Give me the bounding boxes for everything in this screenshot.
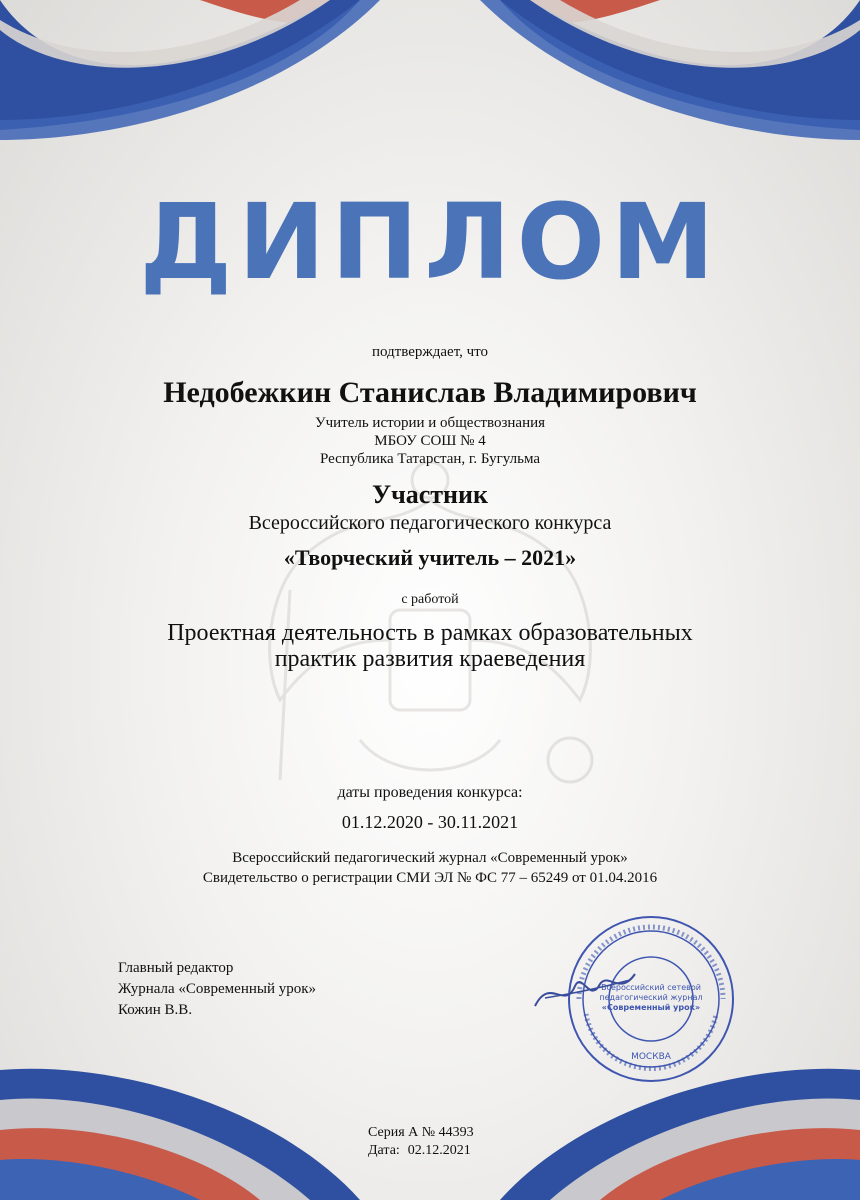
- recipient-location: Республика Татарстан, г. Бугульма: [319, 451, 540, 467]
- series-number: 44393: [438, 1125, 474, 1140]
- editor-signature: [530, 966, 640, 1016]
- date-line: [368, 1142, 474, 1160]
- participant-role: Участник: [372, 480, 488, 509]
- series-label: Серия А №: [368, 1125, 436, 1140]
- registration-info: Свидетельство о регистрации СМИ ЭЛ № ФС 77 – 65249 от 01.04.2016: [202, 870, 658, 886]
- date-label: Дата:: [368, 1143, 400, 1158]
- contest-dates: 01.12.2020 - 30.11.2021: [341, 812, 519, 832]
- journal-name: Всероссийский педагогический журнал «Современный урок»: [232, 850, 628, 866]
- footer-info: [368, 1124, 474, 1160]
- diploma-title: ДИПЛОМ: [139, 181, 721, 303]
- stamp-city: МОСКВА: [631, 1052, 671, 1062]
- recipient-name: Недобежкин Станислав Владимирович: [163, 376, 697, 409]
- contest-name: «Творческий учитель – 2021»: [283, 545, 577, 570]
- series-line: [368, 1124, 474, 1142]
- work-title-line: Проектная деятельность в рамках образовательных: [167, 620, 693, 646]
- with-work-text: с работой: [401, 592, 459, 607]
- work-title: [0, 620, 860, 672]
- stamp-line: «Современный урок»: [601, 1003, 701, 1012]
- editor-block: [118, 958, 316, 1021]
- editor-journal: Журнала «Современный урок»: [118, 981, 317, 997]
- top-ribbon-decoration: [0, 0, 860, 140]
- stamp-line: педагогический журнал: [599, 993, 703, 1002]
- contest-text: Всероссийского педагогического конкурса: [248, 512, 612, 534]
- editor-title: Главный редактор: [118, 960, 234, 976]
- recipient-info: [0, 414, 860, 468]
- stamp-line: Всероссийский сетевой: [601, 983, 701, 992]
- recipient-position: Учитель истории и обществознания: [314, 415, 546, 431]
- confirms-text: подтверждает, что: [371, 344, 489, 360]
- dates-label: даты проведения конкурса:: [337, 784, 523, 801]
- issue-date: 02.12.2021: [407, 1143, 471, 1158]
- work-title-line: практик развития краеведения: [274, 646, 586, 672]
- journal-info: [0, 848, 860, 888]
- recipient-school: МБОУ СОШ № 4: [374, 433, 486, 449]
- editor-name: Кожин В.В.: [118, 1002, 193, 1018]
